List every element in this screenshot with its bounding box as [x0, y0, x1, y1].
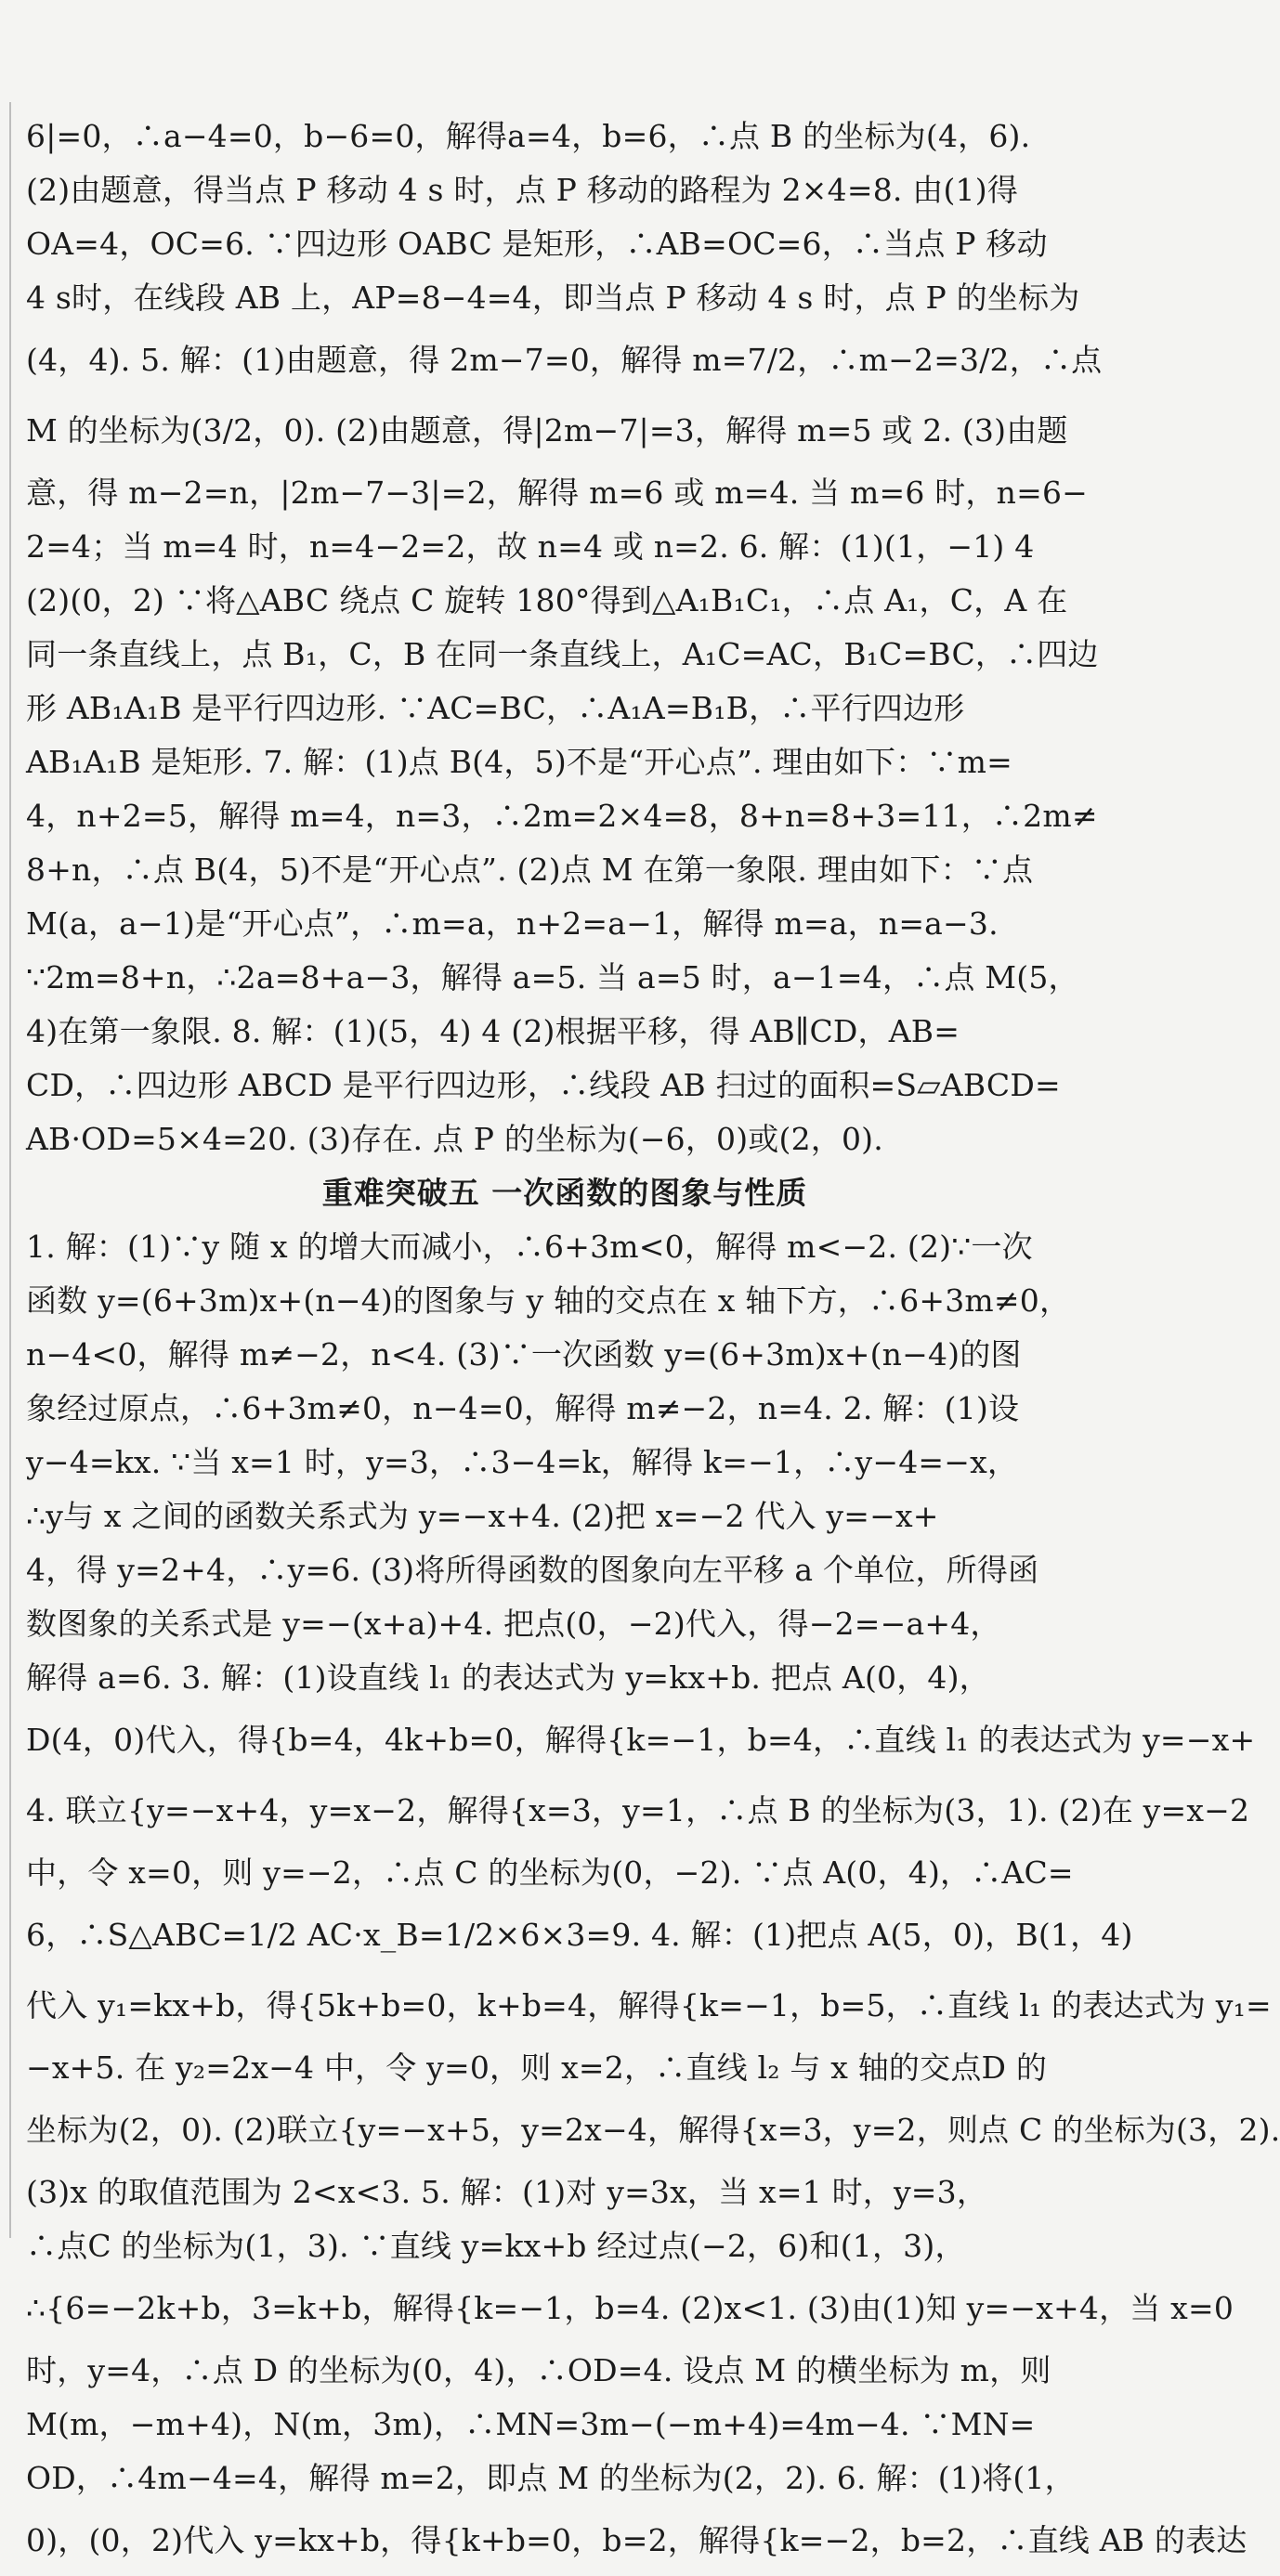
text-line: 1. 解：(1)∵y 随 x 的增大而减小，∴6+3m<0，解得 m<−2. (2)∵一次 — [26, 1229, 1033, 1265]
answer-page — [26, 110, 1280, 2576]
text-line: 2=4；当 m=4 时，n=4−2=2，故 n=4 或 n=2. 6. 解：(1)(1，−1) 4 — [26, 528, 1035, 565]
text-line: CD，∴四边形 ABCD 是平行四边形，∴线段 AB 扫过的面积=S▱ABCD= — [26, 1067, 1061, 1103]
text-line: (3)x 的取值范围为 2<x<3. 5. 解：(1)对 y=3x，当 x=1 时，y=3， — [26, 2174, 988, 2210]
text-line: y−4=kx. ∵当 x=1 时，y=3，∴3−4=k，解得 k=−1，∴y−4=−x， — [26, 1444, 1019, 1480]
text-line: 8+n，∴点 B(4，5)不是“开心点”. (2)点 M 在第一象限. 理由如下：∵点 — [26, 852, 1034, 888]
text-line: OD，∴4m−4=4，解得 m=2，即点 M 的坐标为(2，2). 6. 解：(1)将(1， — [26, 2460, 1076, 2496]
text-line: 坐标为(2，0). (2)联立{y=−x+5，y=2x−4，解得{x=3，y=2，则点 C 的坐标为(3，2). — [26, 2112, 1280, 2148]
text-line: 中，令 x=0，则 y=−2，∴点 C 的坐标为(0，−2). ∵点 A(0，4)，∴AC= — [26, 1854, 1074, 1891]
text-line: OA=4，OC=6. ∵四边形 OABC 是矩形，∴AB=OC=6，∴当点 P 移动 — [26, 226, 1048, 262]
text-line: 同一条直线上，点 B₁，C，B 在同一条直线上，A₁C=AC，B₁C=BC，∴四边 — [26, 636, 1099, 672]
text-line: 时，y=4，∴点 D 的坐标为(0，4)，∴OD=4. 设点 M 的横坐标为 m，则 — [26, 2352, 1051, 2388]
text-line: −x+5. 在 y₂=2x−4 中，令 y=0，则 x=2，∴直线 l₂ 与 x 轴的交点D 的 — [26, 2049, 1048, 2086]
text-line: AB·OD=5×4=20. (3)存在. 点 P 的坐标为(−6，0)或(2，0). — [26, 1121, 883, 1157]
text-line: 解得 a=6. 3. 解：(1)设直线 l₁ 的表达式为 y=kx+b. 把点 A(0，4)， — [26, 1659, 990, 1696]
text-line: (4，4). 5. 解：(1)由题意，得 2m−7=0，解得 m=7/2，∴m−2=3/2，∴点 — [26, 342, 1103, 378]
text-line: AB₁A₁B 是矩形. 7. 解：(1)点 B(4，5)不是“开心点”. 理由如下：∵m= — [26, 744, 1012, 780]
text-line: 意，得 m−2=n，|2m−7−3|=2，解得 m=6 或 m=4. 当 m=6 时，n=6− — [26, 475, 1088, 511]
text-line: 形 AB₁A₁B 是平行四边形. ∵AC=BC，∴A₁A=B₁B，∴平行四边形 — [26, 690, 965, 726]
text-line: 4. 联立{y=−x+4，y=x−2，解得{x=3，y=1，∴点 B 的坐标为(3，1). (2)在 y=x−2 — [26, 1792, 1250, 1828]
text-line: 6，∴S△ABC=1/2 AC·x_B=1/2×6×3=9. 4. 解：(1)把点 A(5，0)，B(1，4) — [26, 1917, 1133, 1953]
text-line: 象经过原点，∴6+3m≠0，n−4=0，解得 m≠−2，n=4. 2. 解：(1)设 — [26, 1390, 1020, 1426]
text-line: M 的坐标为(3/2，0). (2)由题意，得|2m−7|=3，解得 m=5 或 2. (3)由题 — [26, 412, 1068, 449]
text-line: M(m，−m+4)，N(m，3m)，∴MN=3m−(−m+4)=4m−4. ∵MN= — [26, 2406, 1036, 2442]
text-line: 4，n+2=5，解得 m=4，n=3，∴2m=2×4=8，8+n=8+3=11，∴2m≠ — [26, 798, 1098, 834]
text-line: M(a，a−1)是“开心点”，∴m=a，n+2=a−1，解得 m=a，n=a−3. — [26, 905, 999, 942]
text-line: 代入 y₁=kx+b，得{5k+b=0，k+b=4，解得{k=−1，b=5，∴直线 l₁ 的表达式为 y₁= — [26, 1987, 1272, 2023]
text-line: (2)由题意，得当点 P 移动 4 s 时，点 P 移动的路程为 2×4=8. 由(1)得 — [26, 172, 1019, 208]
text-line: ∴点C 的坐标为(1，3). ∵直线 y=kx+b 经过点(−2，6)和(1，3)， — [26, 2228, 966, 2264]
text-line: n−4<0，解得 m≠−2，n<4. (3)∵一次函数 y=(6+3m)x+(n−4)的图 — [26, 1336, 1022, 1373]
text-line: D(4，0)代入，得{b=4，4k+b=0，解得{k=−1，b=4，∴直线 l₁ 的表达式为 y=−x+ — [26, 1722, 1256, 1758]
text-line: ∴{6=−2k+b，3=k+b，解得{k=−1，b=4. (2)x<1. (3)由(1)知 y=−x+4，当 x=0 — [26, 2290, 1234, 2326]
section-title: 重难突破五 一次函数的图象与性质 — [321, 1175, 808, 1211]
text-line: 函数 y=(6+3m)x+(n−4)的图象与 y 轴的交点在 x 轴下方，∴6+3m≠0， — [26, 1282, 1071, 1319]
text-line: ∴y与 x 之间的函数关系式为 y=−x+4. (2)把 x=−2 代入 y=−x+ — [26, 1498, 939, 1534]
text-line: 数图象的关系式是 y=−(x+a)+4. 把点(0，−2)代入，得−2=−a+4， — [26, 1606, 1001, 1642]
text-line: 4)在第一象限. 8. 解：(1)(5，4) 4 (2)根据平移，得 AB∥CD，AB= — [26, 1013, 960, 1049]
text-line: ∵2m=8+n，∴2a=8+a−3，解得 a=5. 当 a=5 时，a−1=4，∴点 M(5， — [26, 959, 1079, 995]
margin-rule — [9, 102, 11, 2238]
text-line: 0)，(0，2)代入 y=kx+b，得{k+b=0，b=2，解得{k=−2，b=2，∴直线 AB 的表达 — [26, 2522, 1247, 2558]
text-line: 6|=0，∴a−4=0，b−6=0，解得a=4，b=6，∴点 B 的坐标为(4，6). — [26, 118, 1031, 154]
text-line: 4，得 y=2+4，∴y=6. (3)将所得函数的图象向左平移 a 个单位，所得函 — [26, 1552, 1039, 1588]
text-line: 4 s时，在线段 AB 上，AP=8−4=4，即当点 P 移动 4 s 时，点 P 的坐标为 — [26, 280, 1080, 316]
text-line: (2)(0，2) ∵将△ABC 绕点 C 旋转 180°得到△A₁B₁C₁，∴点 A₁，C，A 在 — [26, 582, 1068, 618]
